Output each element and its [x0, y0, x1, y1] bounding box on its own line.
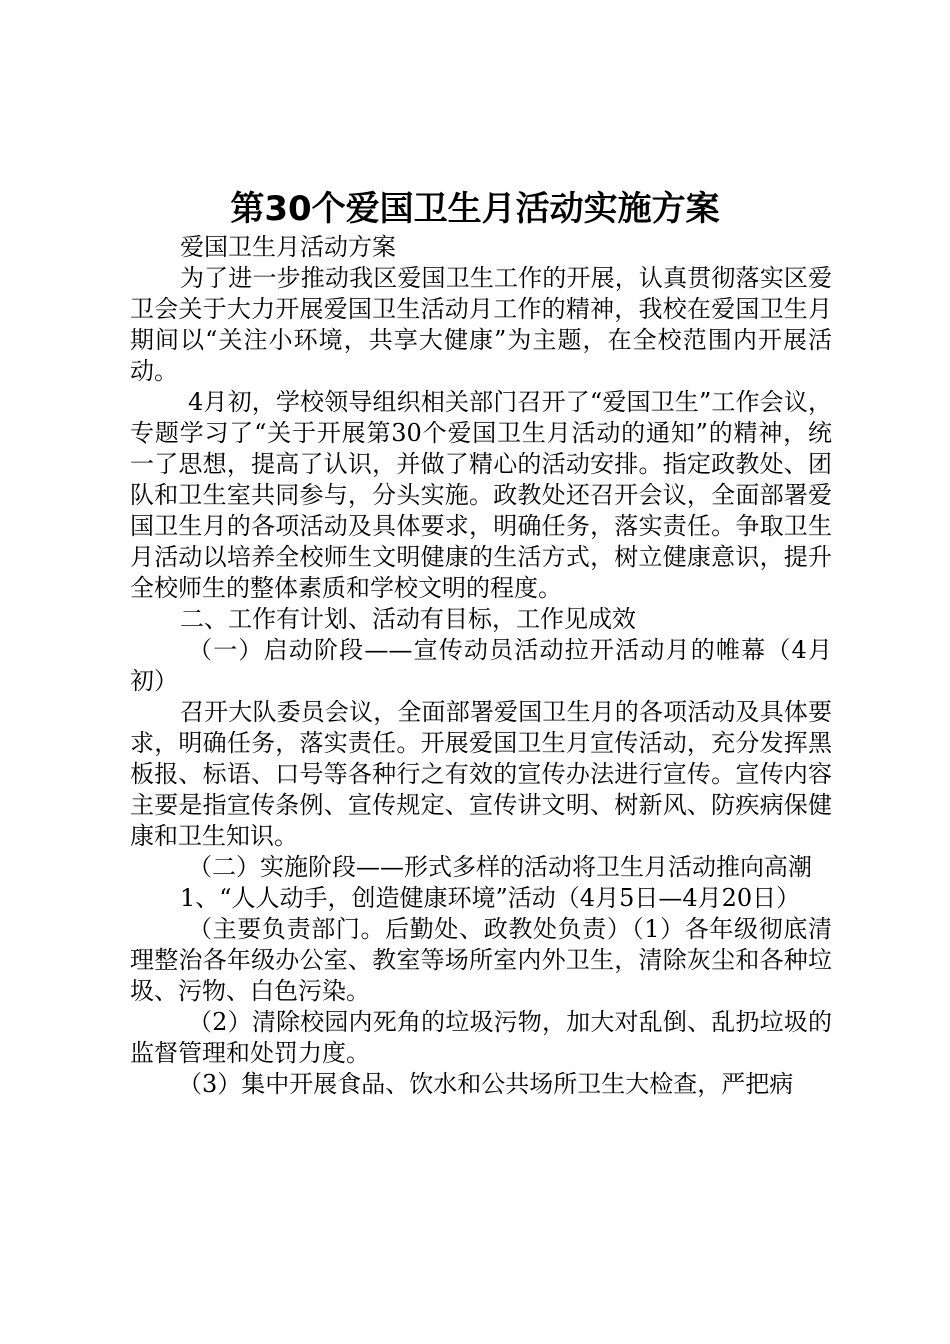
phase-two-heading: （二）实施阶段——形式多样的活动将卫生月活动推向高潮 — [188, 853, 812, 881]
paragraph-subtitle: 爱国卫生月活动方案 — [180, 233, 396, 261]
phase-one-heading: （一）启动阶段——宣传动员活动拉开活动月的帷幕（4月初） — [130, 636, 832, 695]
paragraph-item-two: （2）清除校园内死角的垃圾污物，加大对乱倒、乱扔垃圾的监督管理和处罚力度。 — [130, 1008, 832, 1067]
document-body — [130, 232, 832, 1100]
activity-one-heading: 1、“人人动手，创造健康环境”活动（4月5日—4月20日） — [180, 884, 801, 912]
paragraph-intro: 为了进一步推动我区爱国卫生工作的开展，认真贯彻落实区爱卫会关于大力开展爱国卫生活动月工作的精神，我校在爱国卫生月期间以“关注小环境，共享大健康”为主题，在全校范围内开展活动。 — [130, 264, 832, 385]
document-title: 第30个爱国卫生月活动实施方案 — [230, 189, 720, 229]
paragraph-item-three: （3）集中开展食品、饮水和公共场所卫生大检查，严把病 — [178, 1070, 794, 1098]
paragraph-april-meeting: 4月初，学校领导组织相关部门召开了“爱国卫生”工作会议，专题学习了“关于开展第30个爱国卫生月活动的通知”的精神，统一了思想，提高了认识，并做了精心的活动安排。指定政教处、团队和卫生室共同参与，分头实施。政教处还召开会议，全面部署爱国卫生月的各项活动及具体要求，明确任务，落实责任。争取卫生月活动以培养全校师生文明健康的生活方式，树立健康意识，提升全校师生的整体素质和学校文明的程度。 — [130, 388, 832, 602]
section-heading-two: 二、工作有计划、活动有目标，工作见成效 — [180, 605, 636, 633]
paragraph-activity-one: （主要负责部门。后勤处、政教处负责）（1）各年级彻底清理整治各年级办公室、教室等场所室内外卫生，清除灰尘和各种垃圾、污物、白色污染。 — [130, 915, 832, 1005]
paragraph-phase-one: 召开大队委员会议，全面部署爱国卫生月的各项活动及具体要求，明确任务，落实责任。开展爱国卫生月宣传活动，充分发挥黑板报、标语、口号等各种行之有效的宣传办法进行宣传。宣传内容主要是指宣传条例、宣传规定、宣传讲文明、树新风、防疾病保健康和卫生知识。 — [130, 698, 832, 850]
